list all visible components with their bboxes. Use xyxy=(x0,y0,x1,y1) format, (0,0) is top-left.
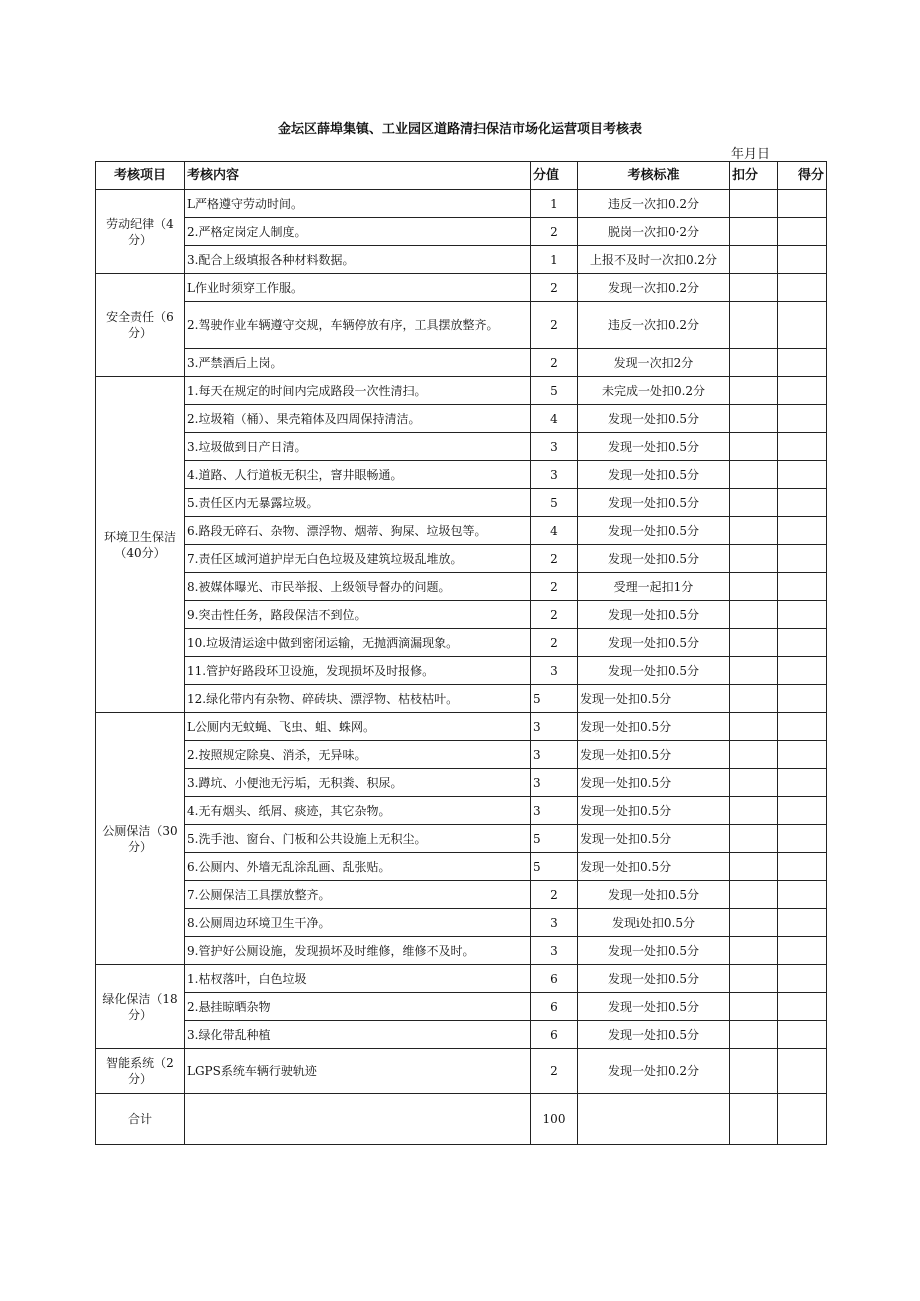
deduct-cell[interactable] xyxy=(730,825,778,853)
header-standard: 考核标准 xyxy=(578,162,730,190)
obtained-cell[interactable] xyxy=(778,825,827,853)
deduct-cell[interactable] xyxy=(730,713,778,741)
header-row xyxy=(96,162,827,190)
obtained-cell[interactable] xyxy=(778,713,827,741)
score-cell: 2 xyxy=(531,601,578,629)
content-cell: L严格遵守劳动时间。 xyxy=(185,190,531,218)
score-cell: 5 xyxy=(531,377,578,405)
deduct-cell[interactable] xyxy=(730,993,778,1021)
score-cell: 6 xyxy=(531,965,578,993)
deduct-cell[interactable] xyxy=(730,1021,778,1049)
obtained-cell[interactable] xyxy=(778,190,827,218)
assessment-table xyxy=(95,161,827,1145)
header-obtained: 得分 xyxy=(778,162,827,190)
obtained-cell[interactable] xyxy=(778,1049,827,1094)
deduct-cell[interactable] xyxy=(730,601,778,629)
date-label: 年月日 xyxy=(731,147,771,162)
table-row xyxy=(96,246,827,274)
standard-cell: 发现一处扣0.5分 xyxy=(578,685,730,713)
obtained-cell[interactable] xyxy=(778,377,827,405)
content-cell: 10.垃圾清运途中做到密闭运输，无抛洒滴漏现象。 xyxy=(185,629,531,657)
standard-cell: 发现一处扣0.5分 xyxy=(578,769,730,797)
standard-cell: 发现一处扣0.5分 xyxy=(578,713,730,741)
table-row xyxy=(96,517,827,545)
obtained-cell[interactable] xyxy=(778,461,827,489)
table-row xyxy=(96,937,827,965)
score-cell: 2 xyxy=(531,1049,578,1094)
table-row xyxy=(96,218,827,246)
content-cell: L作业时须穿工作服。 xyxy=(185,274,531,302)
obtained-cell[interactable] xyxy=(778,685,827,713)
score-cell: 5 xyxy=(531,825,578,853)
category-cell: 公厕保洁（30分） xyxy=(96,713,185,965)
obtained-cell[interactable] xyxy=(778,629,827,657)
table-row xyxy=(96,302,827,349)
score-cell: 2 xyxy=(531,302,578,349)
standard-cell: 发现一处扣0.5分 xyxy=(578,461,730,489)
obtained-cell[interactable] xyxy=(778,302,827,349)
score-cell: 2 xyxy=(531,274,578,302)
category-cell: 安全责任（6分） xyxy=(96,274,185,377)
content-cell: 2.驾驶作业车辆遵守交规，车辆停放有序，工具摆放整齐。 xyxy=(185,302,531,349)
content-cell: 2.按照规定除臭、消杀，无异味。 xyxy=(185,741,531,769)
score-cell: 1 xyxy=(531,190,578,218)
category-cell: 环境卫生保洁（40分） xyxy=(96,377,185,713)
table-row xyxy=(96,489,827,517)
score-cell: 3 xyxy=(531,937,578,965)
obtained-cell[interactable] xyxy=(778,797,827,825)
score-cell: 6 xyxy=(531,993,578,1021)
score-cell: 1 xyxy=(531,246,578,274)
content-cell: 3.绿化带乱种植 xyxy=(185,1021,531,1049)
standard-cell: 发现一处扣0.5分 xyxy=(578,1021,730,1049)
score-cell: 6 xyxy=(531,1021,578,1049)
deduct-cell[interactable] xyxy=(730,573,778,601)
content-cell: 12.绿化带内有杂物、碎砖块、漂浮物、枯枝枯叶。 xyxy=(185,685,531,713)
deduct-cell[interactable] xyxy=(730,274,778,302)
table-row xyxy=(96,657,827,685)
content-cell: 9.突击性任务，路段保洁不到位。 xyxy=(185,601,531,629)
table-row xyxy=(96,545,827,573)
table-row xyxy=(96,825,827,853)
deduct-cell[interactable] xyxy=(730,937,778,965)
score-cell: 2 xyxy=(531,573,578,601)
deduct-cell[interactable] xyxy=(730,545,778,573)
content-cell: 3.蹲坑、小便池无污垢，无积粪、积尿。 xyxy=(185,769,531,797)
score-cell: 2 xyxy=(531,881,578,909)
standard-cell: 发现一处扣0.5分 xyxy=(578,489,730,517)
score-cell: 2 xyxy=(531,218,578,246)
standard-cell: 违反一次扣0.2分 xyxy=(578,302,730,349)
table-row xyxy=(96,769,827,797)
standard-cell: 未完成一处扣0.2分 xyxy=(578,377,730,405)
score-cell: 4 xyxy=(531,405,578,433)
table-row xyxy=(96,461,827,489)
standard-cell: 发现一处扣0.5分 xyxy=(578,433,730,461)
content-cell: 4.道路、人行道板无积尘，窨井眼畅通。 xyxy=(185,461,531,489)
category-cell: 劳动纪律（4分） xyxy=(96,190,185,274)
total-standard-cell xyxy=(578,1094,730,1145)
content-cell: 5.洗手池、窗台、门板和公共设施上无积尘。 xyxy=(185,825,531,853)
deduct-cell[interactable] xyxy=(730,1049,778,1094)
score-cell: 3 xyxy=(531,713,578,741)
table-row xyxy=(96,190,827,218)
standard-cell: 发现一次扣0.2分 xyxy=(578,274,730,302)
standard-cell: 发现i处扣0.5分 xyxy=(578,909,730,937)
obtained-cell[interactable] xyxy=(778,545,827,573)
content-cell: 2.严格定岗定人制度。 xyxy=(185,218,531,246)
deduct-cell[interactable] xyxy=(730,489,778,517)
page-title: 金坛区薛埠集镇、工业园区道路清扫保洁市场化运营项目考核表 xyxy=(277,122,642,137)
table-row xyxy=(96,433,827,461)
content-cell: L公厕内无蚊蝇、飞虫、蛆、蛛网。 xyxy=(185,713,531,741)
table-row xyxy=(96,965,827,993)
deduct-cell[interactable] xyxy=(730,517,778,545)
table-row xyxy=(96,1021,827,1049)
header-deduct: 扣分 xyxy=(730,162,778,190)
total-content-cell xyxy=(185,1094,531,1145)
score-cell: 5 xyxy=(531,685,578,713)
table-row xyxy=(96,349,827,377)
deduct-cell[interactable] xyxy=(730,797,778,825)
score-cell: 2 xyxy=(531,349,578,377)
deduct-cell[interactable] xyxy=(730,909,778,937)
deduct-cell[interactable] xyxy=(730,377,778,405)
table-row xyxy=(96,797,827,825)
obtained-cell[interactable] xyxy=(778,993,827,1021)
content-cell: 3.配合上级填报各种材料数据。 xyxy=(185,246,531,274)
obtained-cell[interactable] xyxy=(778,965,827,993)
total-obtained-cell[interactable] xyxy=(778,1094,827,1145)
obtained-cell[interactable] xyxy=(778,573,827,601)
deduct-cell[interactable] xyxy=(730,881,778,909)
deduct-cell[interactable] xyxy=(730,769,778,797)
standard-cell: 上报不及时一次扣0.2分 xyxy=(578,246,730,274)
standard-cell: 脱岗一次扣0·2分 xyxy=(578,218,730,246)
obtained-cell[interactable] xyxy=(778,1021,827,1049)
content-cell: 6.公厕内、外墙无乱涂乱画、乱张贴。 xyxy=(185,853,531,881)
content-cell: 4.无有烟头、纸屑、痰迹，其它杂物。 xyxy=(185,797,531,825)
content-cell: 7.责任区域河道护岸无白色垃圾及建筑垃圾乱堆放。 xyxy=(185,545,531,573)
obtained-cell[interactable] xyxy=(778,218,827,246)
deduct-cell[interactable] xyxy=(730,685,778,713)
standard-cell: 发现一处扣0.5分 xyxy=(578,797,730,825)
table-row xyxy=(96,1049,827,1094)
deduct-cell[interactable] xyxy=(730,433,778,461)
content-cell: 8.被媒体曝光、市民举报、上级领导督办的问题。 xyxy=(185,573,531,601)
deduct-cell[interactable] xyxy=(730,246,778,274)
deduct-cell[interactable] xyxy=(730,657,778,685)
content-cell: LGPS系统车辆行驶轨迹 xyxy=(185,1049,531,1094)
table-row xyxy=(96,853,827,881)
standard-cell: 发现一处扣0.5分 xyxy=(578,545,730,573)
header-content: 考核内容 xyxy=(185,162,531,190)
deduct-cell[interactable] xyxy=(730,629,778,657)
content-cell: 1.每天在规定的时间内完成路段一次性清扫。 xyxy=(185,377,531,405)
obtained-cell[interactable] xyxy=(778,349,827,377)
table-row xyxy=(96,377,827,405)
deduct-cell[interactable] xyxy=(730,741,778,769)
standard-cell: 受理一起扣1分 xyxy=(578,573,730,601)
score-cell: 4 xyxy=(531,517,578,545)
score-cell: 2 xyxy=(531,629,578,657)
deduct-cell[interactable] xyxy=(730,302,778,349)
table-row xyxy=(96,685,827,713)
obtained-cell[interactable] xyxy=(778,274,827,302)
content-cell: 6.路段无碎石、杂物、漂浮物、烟蒂、狗屎、垃圾包等。 xyxy=(185,517,531,545)
obtained-cell[interactable] xyxy=(778,909,827,937)
header-score: 分值 xyxy=(531,162,578,190)
score-cell: 3 xyxy=(531,909,578,937)
content-cell: 3.垃圾做到日产日清。 xyxy=(185,433,531,461)
standard-cell: 发现一处扣0.5分 xyxy=(578,993,730,1021)
score-cell: 3 xyxy=(531,741,578,769)
obtained-cell[interactable] xyxy=(778,517,827,545)
table-row xyxy=(96,405,827,433)
table-row xyxy=(96,573,827,601)
obtained-cell[interactable] xyxy=(778,937,827,965)
content-cell: 11.管护好路段环卫设施，发现损坏及时报修。 xyxy=(185,657,531,685)
obtained-cell[interactable] xyxy=(778,489,827,517)
table-row xyxy=(96,274,827,302)
category-cell: 绿化保洁（18分） xyxy=(96,965,185,1049)
table-row xyxy=(96,881,827,909)
obtained-cell[interactable] xyxy=(778,405,827,433)
content-cell: 2.悬挂晾晒杂物 xyxy=(185,993,531,1021)
score-cell: 3 xyxy=(531,657,578,685)
standard-cell: 发现一处扣0.5分 xyxy=(578,741,730,769)
deduct-cell[interactable] xyxy=(730,853,778,881)
standard-cell: 发现一处扣0.2分 xyxy=(578,1049,730,1094)
table-row xyxy=(96,601,827,629)
score-cell: 3 xyxy=(531,797,578,825)
content-cell: 1.枯杈落叶，白色垃圾 xyxy=(185,965,531,993)
standard-cell: 发现一处扣0.5分 xyxy=(578,629,730,657)
total-score: 100 xyxy=(531,1094,578,1145)
table-row xyxy=(96,993,827,1021)
obtained-cell[interactable] xyxy=(778,246,827,274)
standard-cell: 发现一处扣0.5分 xyxy=(578,657,730,685)
table-body xyxy=(96,190,827,1145)
table-row xyxy=(96,713,827,741)
obtained-cell[interactable] xyxy=(778,601,827,629)
deduct-cell[interactable] xyxy=(730,965,778,993)
deduct-cell[interactable] xyxy=(730,190,778,218)
content-cell: 2.垃圾箱（桶）、果壳箱体及四周保持清洁。 xyxy=(185,405,531,433)
deduct-cell[interactable] xyxy=(730,461,778,489)
content-cell: 3.严禁酒后上岗。 xyxy=(185,349,531,377)
standard-cell: 违反一次扣0.2分 xyxy=(578,190,730,218)
table-row xyxy=(96,629,827,657)
obtained-cell[interactable] xyxy=(778,769,827,797)
obtained-cell[interactable] xyxy=(778,433,827,461)
obtained-cell[interactable] xyxy=(778,853,827,881)
score-cell: 3 xyxy=(531,433,578,461)
standard-cell: 发现一处扣0.5分 xyxy=(578,825,730,853)
content-cell: 8.公厕周边环境卫生干净。 xyxy=(185,909,531,937)
score-cell: 5 xyxy=(531,853,578,881)
deduct-cell[interactable] xyxy=(730,405,778,433)
deduct-cell[interactable] xyxy=(730,218,778,246)
score-cell: 3 xyxy=(531,461,578,489)
standard-cell: 发现一处扣0.5分 xyxy=(578,517,730,545)
obtained-cell[interactable] xyxy=(778,657,827,685)
standard-cell: 发现一处扣0.5分 xyxy=(578,405,730,433)
category-cell: 智能系统（2分） xyxy=(96,1049,185,1094)
standard-cell: 发现一处扣0.5分 xyxy=(578,965,730,993)
standard-cell: 发现一处扣0.5分 xyxy=(578,601,730,629)
header-category: 考核项目 xyxy=(96,162,185,190)
content-cell: 9.管护好公厕设施，发现损坏及时维修，维修不及时。 xyxy=(185,937,531,965)
standard-cell: 发现一次扣2分 xyxy=(578,349,730,377)
standard-cell: 发现一处扣0.5分 xyxy=(578,881,730,909)
total-row xyxy=(96,1094,827,1145)
content-cell: 5.责任区内无暴露垃圾。 xyxy=(185,489,531,517)
score-cell: 3 xyxy=(531,769,578,797)
standard-cell: 发现一处扣0.5分 xyxy=(578,937,730,965)
deduct-cell[interactable] xyxy=(730,349,778,377)
score-cell: 2 xyxy=(531,545,578,573)
content-cell: 7.公厕保洁工具摆放整齐。 xyxy=(185,881,531,909)
total-label: 合计 xyxy=(96,1094,185,1145)
standard-cell: 发现一处扣0.5分 xyxy=(578,853,730,881)
table-row xyxy=(96,909,827,937)
score-cell: 5 xyxy=(531,489,578,517)
total-deduct-cell[interactable] xyxy=(730,1094,778,1145)
obtained-cell[interactable] xyxy=(778,741,827,769)
table-row xyxy=(96,741,827,769)
obtained-cell[interactable] xyxy=(778,881,827,909)
